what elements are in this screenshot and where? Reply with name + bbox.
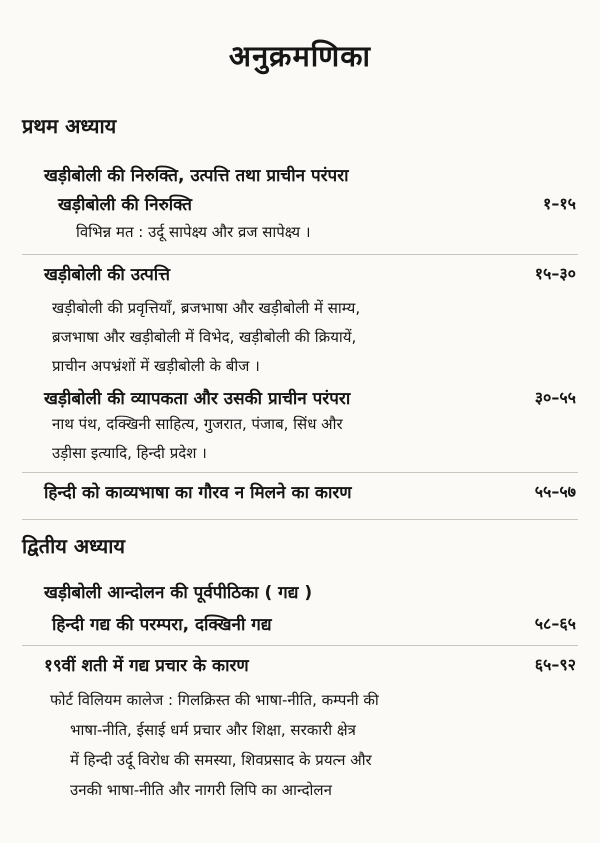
chapter-1-label: प्रथम अध्याय (22, 114, 117, 138)
chapter-2-section-1-heading: खड़ीबोली आन्दोलन की पूर्वपीठिका ( गद्य ) (44, 583, 313, 603)
chapter-1-section-1-heading: खड़ीबोली की निरुक्ति, उत्पत्ति तथा प्राचीन परंपरा (44, 166, 349, 186)
chapter-1-section-2-line-2: ब्रजभाषा और खड़ीबोली में विभेद, खड़ीबोली की क्रियायें, (52, 328, 357, 346)
chapter-1-section-1-detail: विभिन्न मत : उर्दू सापेक्ष्य और व्रज सापेक्ष्य । (76, 223, 311, 241)
chapter-2-section-2-pages: ६५–९२ (534, 655, 576, 674)
chapter-1-section-2-line-3: प्राचीन अपभ्रंशों में खड़ीबोली के बीज । (52, 357, 260, 375)
chapter-2-section-1-pages: ५८–६५ (534, 614, 576, 633)
chapter-2-section-2-line-1: फोर्ट विलियम कालेज : गिलक्रिस्त की भाषा-नीति, कम्पनी की (50, 691, 379, 709)
divider (22, 519, 578, 520)
chapter-1-section-4-heading: हिन्दी को काव्यभाषा का गौरव न मिलने का कारण (44, 483, 352, 503)
chapter-2-label: द्वितीय अध्याय (22, 534, 126, 558)
chapter-2-section-1-subheading: हिन्दी गद्य की परम्परा, दक्खिनी गद्य (52, 615, 272, 635)
chapter-1-section-2-line-1: खड़ीबोली की प्रवृत्तियाँ, ब्रजभाषा और खड़ीबोली में साम्य, (52, 299, 361, 317)
divider (22, 254, 578, 255)
chapter-1-section-4-pages: ५५–५७ (534, 482, 576, 501)
chapter-1-section-1-subheading: खड़ीबोली की निरुक्ति (58, 195, 192, 215)
chapter-2-section-2-line-2: भाषा-नीति, ईसाई धर्म प्रचार और शिक्षा, सरकारी क्षेत्र (70, 721, 356, 739)
chapter-2-section-2-line-4: उनकी भाषा-नीति और नागरी लिपि का आन्दोलन (70, 781, 332, 799)
chapter-1-section-3-line-2: उड़ीसा इत्यादि, हिन्दी प्रदेश । (52, 444, 207, 462)
chapter-1-section-3-line-1: नाथ पंथ, दक्खिनी साहित्य, गुजरात, पंजाब, सिंध और (52, 415, 343, 433)
chapter-1-section-3-heading: खड़ीबोली की व्यापकता और उसकी प्राचीन परंपरा (44, 389, 351, 409)
chapter-1-section-2-heading: खड़ीबोली की उत्पत्ति (44, 265, 170, 285)
chapter-1-section-1-pages: १–१५ (543, 194, 576, 213)
chapter-1-section-2-pages: १५–३० (534, 264, 576, 283)
page-title: अनुक्रमणिका (228, 39, 372, 73)
divider (22, 472, 578, 473)
chapter-2-section-2-line-3: में हिन्दी उर्दू विरोध की समस्या, शिवप्रसाद के प्रयत्न और (70, 751, 372, 769)
divider (22, 645, 578, 646)
chapter-2-section-2-heading: १९वीं शती में गद्य प्रचार के कारण (44, 656, 249, 676)
chapter-1-section-3-pages: ३०–५५ (534, 388, 576, 407)
